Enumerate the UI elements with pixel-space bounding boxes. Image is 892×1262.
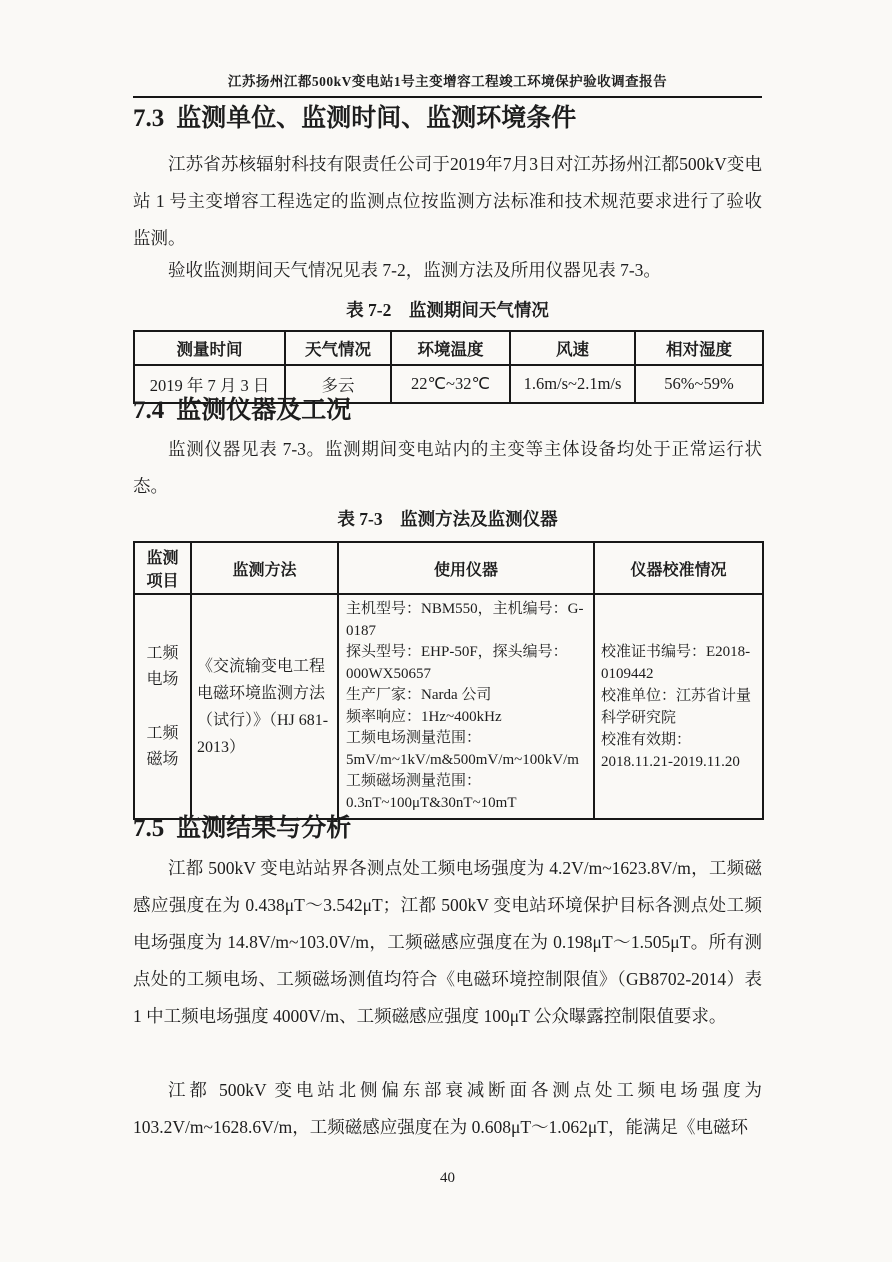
paragraph-monitoring-unit: 江苏省苏核辐射科技有限责任公司于2019年7月3日对江苏扬州江都500kV变电站 1 号主变增容工程选定的监测点位按监测方法标准和技术规范要求进行了验收监测。 — [133, 154, 762, 248]
method-header-calibration: 仪器校准情况 — [594, 542, 763, 594]
item-power-frequency-efield: 工频电场 — [146, 644, 179, 688]
method-table-header-row — [134, 542, 763, 594]
weather-header-time: 测量时间 — [134, 331, 285, 365]
instrument-line-efield-range: 工频电场测量范围：5mV/m~1kV/m&500mV/m~100kV/m — [346, 730, 579, 768]
weather-header-condition: 天气情况 — [285, 331, 391, 365]
section-7-5-title: 监测结果与分析 — [176, 815, 352, 842]
method-table — [133, 541, 764, 820]
method-cell-instrument — [338, 594, 594, 819]
method-cell-items — [134, 594, 191, 819]
instrument-line-host: 主机型号：NBM550，主机编号：G-0187 — [346, 601, 584, 639]
instrument-line-probe: 探头型号：EHP-50F，探头编号：000WX50657 — [346, 644, 568, 682]
weather-header-temperature: 环境温度 — [391, 331, 510, 365]
weather-cell-time: 2019 年 7 月 3 日 — [134, 365, 285, 403]
method-header-method: 监测方法 — [191, 542, 338, 594]
table-7-2-caption-text: 监测期间天气情况 — [408, 300, 549, 320]
section-7-5-heading — [133, 814, 762, 844]
method-header-instrument: 使用仪器 — [338, 542, 594, 594]
weather-cell-condition: 多云 — [285, 365, 391, 403]
section-7-3-heading — [133, 104, 762, 134]
table-7-3-caption — [133, 506, 762, 531]
paragraph-attenuation-section: 江都 500kV 变电站北侧偏东部衰减断面各测点处工频电场强度为 103.2V/m~1628.6V/m，工频磁感应强度在为 0.608μT～1.062μT，能满足《电磁环 — [133, 1080, 762, 1137]
method-cell-calibration — [594, 594, 763, 819]
header-rule — [133, 96, 762, 98]
weather-cell-windspeed: 1.6m/s~2.1m/s — [510, 365, 635, 403]
paragraph-instrument-status: 监测仪器见表 7-3。监测期间变电站内的主变等主体设备均处于正常运行状态。 — [133, 439, 762, 496]
section-7-5-number: 7.5 — [133, 815, 165, 842]
table-7-2-caption — [133, 297, 762, 322]
section-7-4-number: 7.4 — [133, 397, 165, 424]
weather-header-windspeed: 风速 — [510, 331, 635, 365]
table-7-2-caption-label: 表 7-2 — [346, 300, 392, 320]
section-7-4-title: 监测仪器及工况 — [176, 397, 352, 424]
weather-table-header-row — [134, 331, 763, 365]
method-cell-standard — [191, 594, 338, 819]
method-standard-text: 《交流输变电工程电磁环境监测方法（试行）》（HJ 681-2013） — [197, 657, 329, 756]
weather-table — [133, 330, 764, 404]
item-power-frequency-mfield: 工频磁场 — [146, 724, 179, 768]
calibration-line-validity: 校准有效期：2018.11.21-2019.11.20 — [601, 731, 740, 770]
instrument-line-mfield-range: 工频磁场测量范围：0.3nT~100μT&30nT~10mT — [346, 773, 517, 811]
report-running-header: 江苏扬州江都500kV变电站1号主变增容工程竣工环境保护验收调查报告 — [227, 74, 668, 89]
weather-cell-temperature: 22℃~32℃ — [391, 365, 510, 403]
section-7-3-number: 7.3 — [133, 105, 165, 132]
instrument-line-frequency: 频率响应：1Hz~400kHz — [346, 708, 502, 725]
instrument-line-manufacturer: 生产厂家：Narda 公司 — [346, 687, 492, 703]
calibration-line-unit: 校准单位：江苏省计量科学研究院 — [601, 687, 752, 726]
method-table-data-row — [134, 594, 763, 819]
section-7-3-title: 监测单位、监测时间、监测环境条件 — [176, 105, 577, 132]
table-7-3-caption-label: 表 7-3 — [337, 509, 383, 529]
calibration-line-certificate: 校准证书编号：E2018-0109442 — [601, 643, 751, 682]
weather-header-humidity: 相对湿度 — [635, 331, 763, 365]
paragraph-weather-reference: 验收监测期间天气情况见表 7-2，监测方法及所用仪器见表 7-3。 — [168, 260, 661, 280]
section-7-4-heading — [133, 396, 762, 426]
page-number: 40 — [440, 1170, 455, 1186]
method-header-item: 监测项目 — [134, 542, 191, 594]
paragraph-monitoring-results: 江都 500kV 变电站站界各测点处工频电场强度为 4.2V/m~1623.8V/m，工频磁感应强度在为 0.438μT～3.542μT；江都 500kV 变电站环境保护目标各测点处工频电场强度为 14.8V/m~103.0V/m，工频磁感应强度在为 0.198μT～1.505μT。所有测点处的工频电场、工频磁场测值均符合《电磁环境控制限值》（GB8702-2014）表 1 中工频电场强度 4000V/m、工频磁感应强度 100μT 公众曝露控制限值要求。 — [133, 858, 762, 1026]
weather-cell-humidity: 56%~59% — [635, 365, 763, 403]
table-7-3-caption-text: 监测方法及监测仪器 — [400, 509, 558, 529]
